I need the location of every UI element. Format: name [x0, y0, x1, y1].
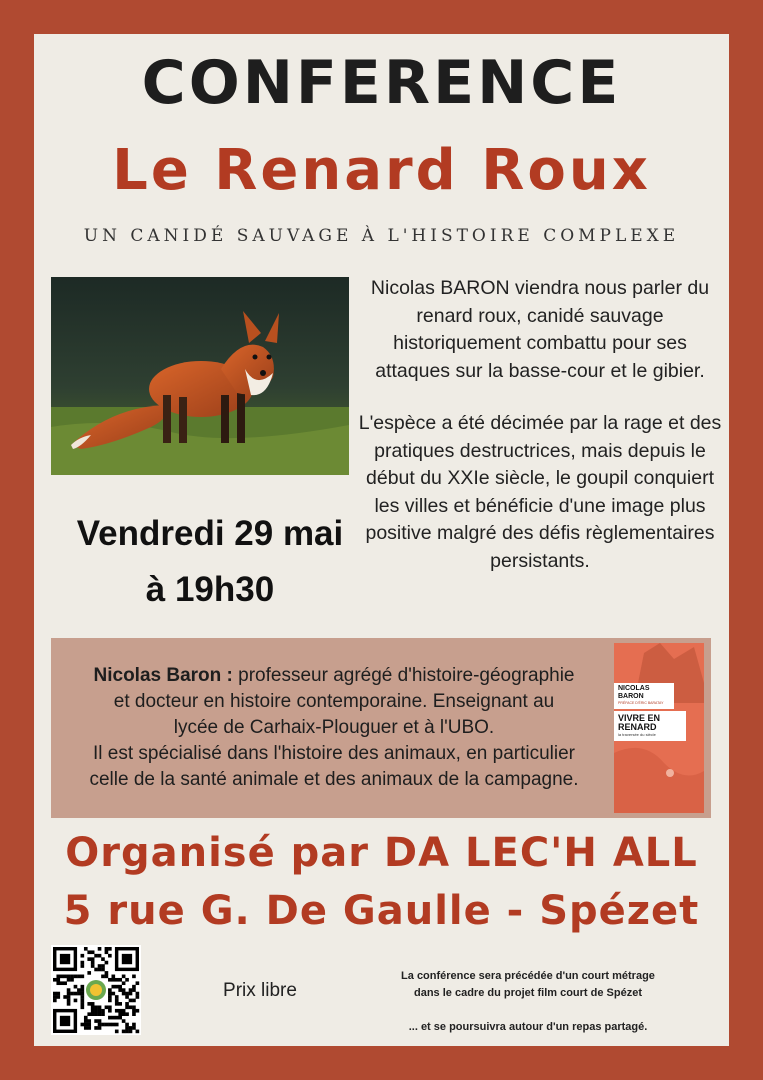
footer-notes [372, 968, 684, 1036]
organizer-address: 5 rue G. De Gaulle - Spézet [63, 888, 700, 934]
main-title: Le Renard Roux [112, 138, 651, 203]
price-label: Prix libre [223, 980, 297, 1001]
fox-photo [51, 277, 349, 475]
qr-code[interactable] [51, 945, 141, 1035]
intro-text [358, 275, 722, 600]
bio-line-4: Il est spécialisé dans l'histoire des animaux, en particulier [92, 743, 576, 764]
intro-paragraph-2: L'espèce a été décimée par la rage et des pratiques destructrices, mais depuis le début du XXIe siècle, le goupil conquiert les villes et bénéficie d'une image plus positive malgré des défis règlementaires persistants. [358, 412, 722, 572]
intro-paragraph-1: Nicolas BARON viendra nous parler du renard roux, canidé sauvage historiquement combattu pour ses attaques sur la basse-cour et le gibier. [370, 277, 710, 382]
note-line-2: dans le cadre du projet film court de Spézet [414, 987, 642, 999]
bio-name: Nicolas Baron : [93, 665, 233, 686]
book-title-2: RENARD [618, 722, 657, 732]
note-line-1: La conférence sera précédée d'un court métrage [401, 970, 655, 982]
conference-heading: CONFERENCE [141, 48, 622, 118]
book-cover [614, 643, 704, 813]
note-line-3: ... et se poursuivra autour d'un repas partagé. [408, 1021, 648, 1033]
book-author-1: NICOLAS [618, 685, 650, 692]
subtitle: UN CANIDÉ SAUVAGE À L'HISTOIRE COMPLEXE [83, 226, 680, 246]
bio-line-1: professeur agrégé d'histoire-géographie [238, 665, 575, 686]
bio-text [58, 663, 610, 793]
bio-line-3: lycée de Carhaix-Plouguer et à l'UBO. [173, 717, 495, 738]
book-tagline: la traversée du siècle [618, 732, 656, 737]
book-author-2: BARON [618, 693, 644, 700]
event-time: à 19h30 [145, 570, 275, 609]
organizer-line-1: Organisé par DA LEC'H ALL [65, 830, 698, 876]
event-day: Vendredi 29 mai [76, 514, 344, 553]
book-preface: PRÉFACE D'ÉRIC BARATAY [618, 701, 664, 705]
book-title-1: VIVRE EN [618, 713, 661, 723]
bio-line-2: et docteur en histoire contemporaine. Enseignant au [113, 691, 555, 712]
bio-line-5: celle de la santé animale et des animaux de la campagne. [89, 769, 579, 790]
event-date [40, 506, 380, 618]
